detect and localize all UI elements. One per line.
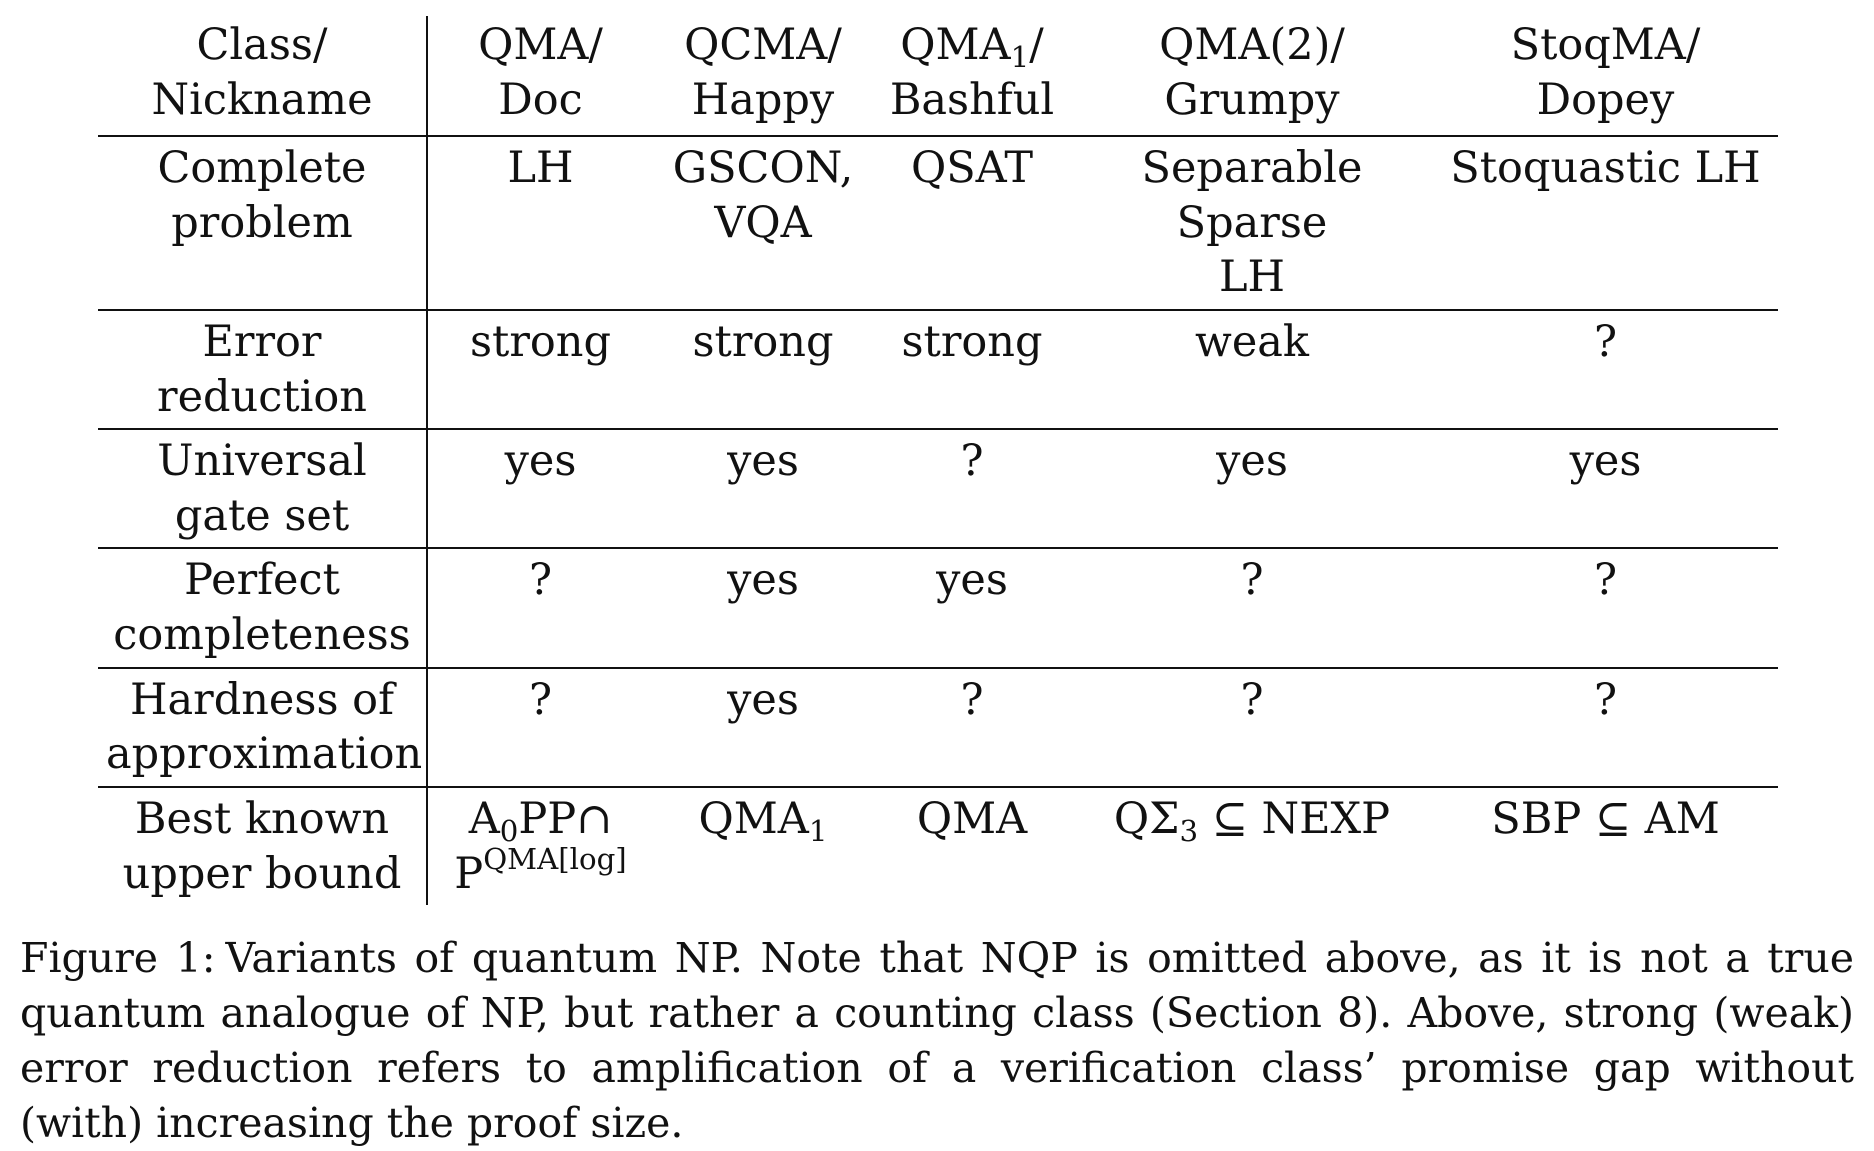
- cell-text-line1: Separable Sparse: [1141, 143, 1363, 248]
- cell-text: yes: [504, 436, 577, 487]
- header-qma-line1: QMA/: [478, 20, 603, 70]
- rowhead-label-line1: Universal: [157, 436, 367, 487]
- cell-error-qma1: [873, 310, 1071, 429]
- cell-text-line2: VQA: [714, 197, 812, 248]
- cell-text: ?: [1593, 317, 1618, 368]
- rowhead-label-line1: Best known: [134, 793, 390, 844]
- cell-bound-qma1: [873, 787, 1071, 905]
- rowhead-best-known-upper-bound: [98, 787, 427, 905]
- figure-caption: [20, 931, 1854, 1151]
- cell-text: yes: [936, 555, 1008, 606]
- cell-hardness-stoqma: [1433, 668, 1778, 787]
- row-hardness-of-approximation: [98, 668, 1778, 787]
- cell-text: yes: [727, 555, 799, 606]
- cell-text: strong: [692, 317, 834, 368]
- cell-text: SBP ⊆ AM: [1491, 793, 1720, 844]
- rowhead-complete-problem: [98, 136, 427, 310]
- quantum-np-variants-table: [98, 16, 1778, 905]
- cell-bound-qma: [427, 787, 653, 905]
- cell-text: ?: [1593, 674, 1618, 725]
- cell-hardness-qma2: [1071, 668, 1433, 787]
- header-qma2-line2: Grumpy: [1164, 74, 1340, 125]
- cell-bound-qcma: [653, 787, 873, 905]
- bound-qma2-subset-nexp: ⊆ NEXP: [1198, 793, 1391, 844]
- cell-gate-qma2: [1071, 429, 1433, 548]
- header-qma2: [1071, 16, 1433, 136]
- cell-text: strong: [469, 317, 611, 368]
- cell-text: ?: [960, 674, 984, 725]
- cell-error-stoqma: [1433, 310, 1778, 429]
- header-rowhead-line2: Nickname: [151, 74, 373, 125]
- header-qma1: [873, 16, 1071, 136]
- rowhead-label-line2: gate set: [174, 490, 350, 541]
- cell-error-qma2: [1071, 310, 1433, 429]
- cell-text-line2: LH: [1218, 252, 1286, 303]
- header-qcma-line2: Happy: [691, 74, 835, 125]
- rowhead-label-line2: reduction: [157, 371, 367, 422]
- bound-qma2-subscript: 3: [1179, 814, 1199, 849]
- rowhead-universal-gate-set: [98, 429, 427, 548]
- rowhead-label-line2: approximation: [106, 729, 423, 780]
- cell-gate-qcma: [653, 429, 873, 548]
- bound-qcma-subscript: 1: [808, 814, 828, 849]
- cell-text: QMA: [916, 793, 1028, 844]
- bound-qcma-base: QMA: [698, 793, 809, 844]
- cell-complete-qma2: [1071, 136, 1433, 310]
- header-stoqma-line1: StoqMA/: [1510, 20, 1701, 70]
- figure-label: Figure 1:: [20, 934, 216, 982]
- header-stoqma-line2: Dopey: [1536, 74, 1675, 125]
- rowhead-label-line1: Perfect: [184, 555, 340, 606]
- rowhead-label-line2: problem: [171, 197, 353, 248]
- rowhead-label-line2: upper bound: [122, 848, 402, 899]
- header-qma1-subscript: 1: [1010, 40, 1030, 75]
- rowhead-perfect-completeness: [98, 548, 427, 667]
- header-qma2-line1: QMA(2)/: [1159, 20, 1345, 70]
- cell-text: ?: [1240, 674, 1264, 725]
- bound-qma2-qsigma: QΣ: [1113, 793, 1180, 844]
- cell-text: ?: [1593, 555, 1618, 606]
- cell-text: Stoquastic LH: [1450, 143, 1761, 194]
- header-qma: [427, 16, 653, 136]
- cell-bound-qma2: [1071, 787, 1433, 905]
- cell-text: ?: [528, 674, 553, 725]
- cell-completeness-qcma: [653, 548, 873, 667]
- cell-error-qma: [427, 310, 653, 429]
- cell-text: LH: [507, 143, 574, 194]
- cell-bound-stoqma: [1433, 787, 1778, 905]
- cell-gate-stoqma: [1433, 429, 1778, 548]
- header-rowhead-cell: [98, 16, 427, 136]
- rowhead-label-line1: Hardness of: [130, 674, 394, 725]
- bound-qma-p-superscript: QMA[log]: [483, 841, 627, 876]
- cell-text-line1: GSCON,: [672, 143, 854, 194]
- comparison-table-wrapper: [98, 16, 1778, 905]
- cell-gate-qma1: [873, 429, 1071, 548]
- cell-complete-stoqma: [1433, 136, 1778, 310]
- cell-completeness-qma: [427, 548, 653, 667]
- cell-text: ?: [960, 436, 984, 487]
- cell-text: yes: [1216, 436, 1288, 487]
- cell-hardness-qma1: [873, 668, 1071, 787]
- row-best-known-upper-bound: [98, 787, 1778, 905]
- header-row: [98, 16, 1778, 136]
- cell-hardness-qcma: [653, 668, 873, 787]
- cell-complete-qcma: [653, 136, 873, 310]
- header-qma1-slash: /: [1029, 20, 1044, 70]
- cell-text: QSAT: [910, 143, 1034, 194]
- cell-text: yes: [1569, 436, 1642, 487]
- cell-hardness-qma: [427, 668, 653, 787]
- bound-qma-pp-cap: PP∩: [518, 793, 613, 844]
- bound-qma-a: A: [468, 793, 500, 844]
- cell-text: yes: [727, 436, 799, 487]
- rowhead-label-line2: completeness: [113, 610, 411, 661]
- header-qma1-base: QMA: [900, 20, 1011, 70]
- cell-text: strong: [901, 317, 1043, 368]
- row-universal-gate-set: [98, 429, 1778, 548]
- cell-complete-qma1: [873, 136, 1071, 310]
- header-qma-line2: Doc: [498, 74, 583, 125]
- cell-text: ?: [1240, 555, 1264, 606]
- figure-caption-text: Variants of quantum NP. Note that NQP is omitted above, as it is not a true quantum analogue of NP, but rather a counting class (Section 8). Above, strong (weak) error reduction refers to amplification of a verification class’ promise gap without (with) increasing the proof size.: [20, 934, 1854, 1147]
- row-perfect-completeness: [98, 548, 1778, 667]
- cell-gate-qma: [427, 429, 653, 548]
- cell-completeness-qma1: [873, 548, 1071, 667]
- rowhead-hardness-of-approximation: [98, 668, 427, 787]
- header-qcma-line1: QCMA/: [684, 20, 842, 70]
- cell-text: weak: [1195, 317, 1309, 368]
- bound-qma-a-subscript: 0: [499, 814, 519, 849]
- rowhead-label-line1: Error: [202, 317, 322, 368]
- row-complete-problem: [98, 136, 1778, 310]
- cell-text: ?: [528, 555, 553, 606]
- header-qcma: [653, 16, 873, 136]
- cell-completeness-stoqma: [1433, 548, 1778, 667]
- rowhead-label-line1: Complete: [157, 143, 367, 194]
- header-rowhead-line1: Class/: [196, 20, 328, 70]
- rowhead-error-reduction: [98, 310, 427, 429]
- cell-completeness-qma2: [1071, 548, 1433, 667]
- cell-complete-qma: [427, 136, 653, 310]
- cell-error-qcma: [653, 310, 873, 429]
- header-qma1-line2: Bashful: [889, 74, 1055, 125]
- header-stoqma: [1433, 16, 1778, 136]
- cell-text: yes: [727, 674, 799, 725]
- row-error-reduction: [98, 310, 1778, 429]
- bound-qma-p: P: [454, 848, 484, 899]
